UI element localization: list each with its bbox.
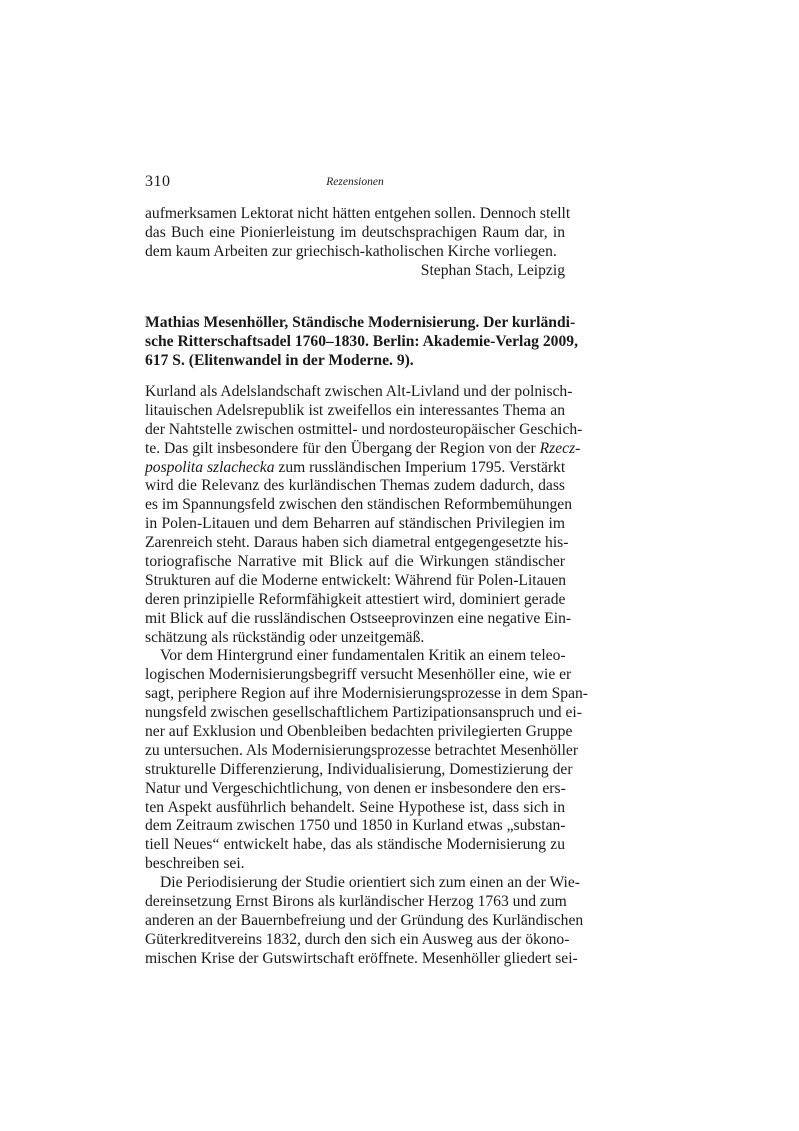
text-segment: zum russländischen Imperium 1795. Verstärkt xyxy=(274,458,566,476)
text-line: ten Aspekt ausführlich behandelt. Seine Hypothese ist, dass sich in xyxy=(145,798,565,816)
text-line: es im Spannungsfeld zwischen den ständischen Reformbemühungen xyxy=(145,496,573,514)
text-line xyxy=(145,459,565,478)
review-title xyxy=(145,314,578,371)
text-line: Kurland als Adelslandschaft zwischen Alt-Livland und der polnisch- xyxy=(145,383,573,400)
text-line: litauischen Adelsrepublik ist zweifellos ein interessantes Thema an xyxy=(145,401,565,419)
text-line: zu untersuchen. Als Modernisierungsprozesse betrachtet Mesenhöller xyxy=(145,741,579,759)
text-line: Vor dem Hintergrund einer fundamentalen Kritik an einem teleo- xyxy=(160,647,566,665)
text-line: beschreiben sei. xyxy=(145,855,245,873)
text-line: dem Zeitraum zwischen 1750 und 1850 in Kurland etwas „substan- xyxy=(145,817,566,835)
text-line: mit Blick auf die russländischen Ostseeprovinzen eine negative Ein- xyxy=(145,609,572,627)
text-line xyxy=(145,439,581,459)
text-line: mischen Krise der Gutswirtschaft eröffnete. Mesenhöller gliedert sei- xyxy=(145,949,578,967)
text-line: dereinsetzung Ernst Birons als kurländischer Herzog 1763 und zum xyxy=(145,893,567,911)
text-line: dem kaum Arbeiten zur griechisch-katholischen Kirche vorliegen. xyxy=(145,242,557,260)
title-line: 617 S. (Elitenwandel in der Moderne. 9). xyxy=(145,351,414,369)
running-head: Rezensionen xyxy=(326,176,384,188)
page-number: 310 xyxy=(145,173,171,190)
text-line: Güterkreditvereins 1832, durch den sich ein Ausweg aus der ökono- xyxy=(145,930,570,948)
title-line: sche Ritterschaftsadel 1760–1830. Berlin: Akademie-Verlag 2009, xyxy=(145,332,578,350)
text-segment: te. Das gilt insbesondere für den Übergang der Region von der xyxy=(145,439,536,457)
text-line: in Polen-Litauen und dem Beharren auf ständischen Privilegien im xyxy=(145,515,565,533)
text-line: anderen an der Bauernbefreiung und der Gründung des Kurländischen xyxy=(145,911,584,929)
italic-term: Rzecz- xyxy=(539,439,581,457)
text-line: Zarenreich steht. Daraus haben sich diametral entgegengesetzte his- xyxy=(145,534,569,552)
text-line: schätzung als rückständig oder unzeitgemäß. xyxy=(145,628,425,646)
title-line: Mathias Mesenhöller, Ständische Modernisierung. Der kurländi- xyxy=(145,314,576,331)
review-body xyxy=(145,383,588,969)
text-line: ner auf Exklusion und Obenbleiben bedachten privilegierten Gruppe xyxy=(145,723,573,741)
italic-term: pospolita szlachecka xyxy=(145,458,275,476)
page-header xyxy=(145,173,565,195)
reviewer-signature: Stephan Stach, Leipzig xyxy=(420,261,565,279)
previous-review-ending xyxy=(145,205,571,281)
text-line: toriografische Narrative mit Blick auf die Wirkungen ständischer xyxy=(145,553,565,571)
text-line: nungsfeld zwischen gesellschaftlichem Partizipationsanspruch und ei- xyxy=(145,704,582,722)
text-line: Die Periodisierung der Studie orientiert sich zum einen an der Wie- xyxy=(160,874,580,892)
text-line: deren prinzipielle Reformfähigkeit attestiert wird, dominiert gerade xyxy=(145,590,566,608)
text-line: sagt, periphere Region auf ihre Modernisierungsprozesse in dem Span- xyxy=(145,685,588,703)
text-line: wird die Relevanz des kurländischen Themas zudem dadurch, dass xyxy=(145,477,565,495)
text-line: strukturelle Differenzierung, Individualisierung, Domestizierung der xyxy=(145,760,573,778)
text-line: aufmerksamen Lektorat nicht hätten entgehen sollen. Dennoch stellt xyxy=(145,205,571,222)
text-line: tiell Neues“ entwickelt habe, das als ständische Modernisierung zu xyxy=(145,836,565,854)
text-line: Strukturen auf die Moderne entwickelt: Während für Polen-Litauen xyxy=(145,571,567,589)
text-line: das Buch eine Pionierleistung im deutschsprachigen Raum dar, in xyxy=(145,223,565,241)
text-line: Natur und Vergeschichtlichung, von denen er insbesondere den ers- xyxy=(145,779,566,797)
text-line: der Nahtstelle zwischen ostmittel- und nordosteuropäischer Geschich- xyxy=(145,420,583,438)
text-line: logischen Modernisierungsbegriff versucht Mesenhöller eine, wie er xyxy=(145,666,572,684)
